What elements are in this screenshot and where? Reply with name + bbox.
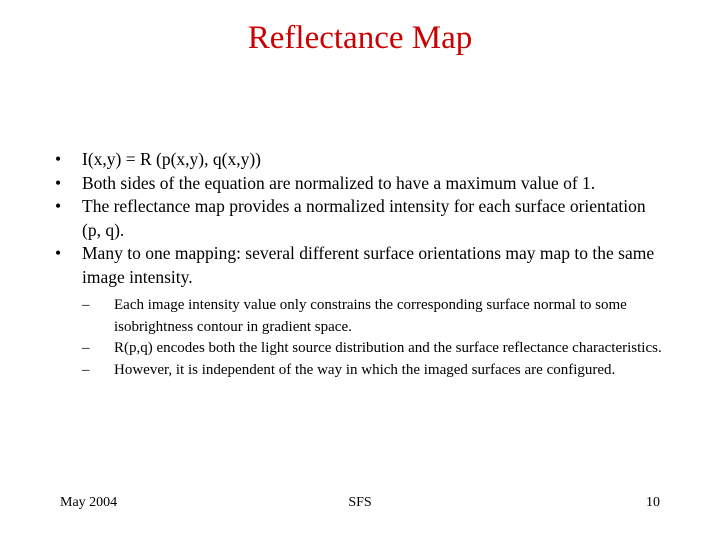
bullet-marker: •	[55, 172, 62, 193]
slide-title: Reflectance Map	[247, 20, 473, 56]
bullet-marker: •	[55, 149, 62, 169]
bullet-item	[55, 148, 665, 172]
sub-bullet-item	[82, 360, 665, 382]
sub-bullet-text: Each image intensity value only constrains the corresponding surface normal to some isobrightness contour in gradient space.	[114, 297, 627, 335]
sub-bullet-marker: –	[82, 340, 90, 356]
footer-center-label: SFS	[348, 495, 372, 510]
sub-bullet-text: However, it is independent of the way in which the imaged surfaces are configured.	[114, 361, 616, 378]
bullet-item	[55, 172, 665, 196]
sub-bullet-list	[82, 295, 665, 381]
sub-bullet-item	[82, 338, 665, 360]
page-number: 10	[646, 495, 660, 510]
sub-bullet-text: R(p,q) encodes both the light source distribution and the surface reflectance characteristics.	[114, 340, 662, 356]
bullet-item	[55, 195, 665, 242]
sub-bullet-marker: –	[82, 297, 90, 313]
bullet-text: Many to one mapping: several different surface orientations may map to the same image intensity.	[82, 243, 655, 287]
bullet-marker: •	[55, 243, 62, 263]
sub-bullet-item	[82, 295, 665, 338]
bullet-text: Both sides of the equation are normalized to have a maximum value of 1.	[82, 172, 596, 193]
bullet-list	[55, 148, 665, 381]
bullet-marker: •	[55, 196, 62, 216]
bullet-text: I(x,y) = R (p(x,y), q(x,y))	[82, 149, 261, 169]
footer-date: May 2004	[60, 495, 118, 510]
bullet-item	[55, 242, 665, 381]
bullet-text: The reflectance map provides a normalized intensity for each surface orientation (p, q).	[82, 196, 646, 240]
sub-bullet-marker: –	[82, 361, 90, 378]
